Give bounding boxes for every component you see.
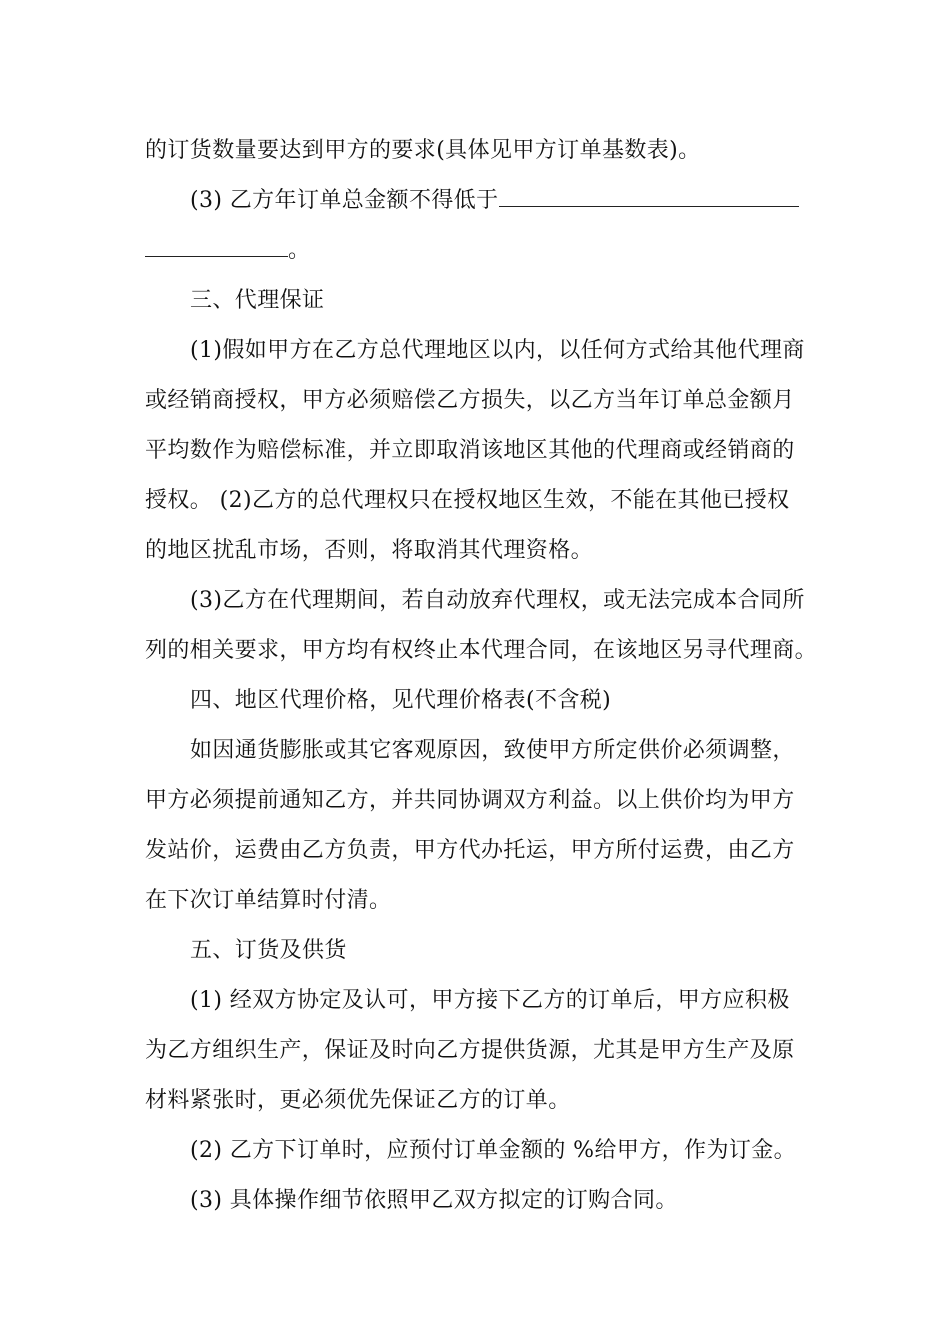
paragraph-line: (3)乙方在代理期间，若自动放弃代理权，或无法完成本合同所: [190, 588, 805, 613]
paragraph-text: 。: [288, 238, 311, 263]
paragraph-line: 发站价，运费由乙方负责，甲方代办托运，甲方所付运费，由乙方: [145, 838, 795, 863]
section-heading: 五、订货及供货: [190, 938, 347, 963]
paragraph-text: (3) 乙方年订单总金额不得低于: [190, 188, 499, 213]
paragraph-line: 的订货数量要达到甲方的要求(具体见甲方订单基数表)。: [145, 138, 701, 163]
section-heading: 四、地区代理价格，见代理价格表(不含税): [190, 688, 612, 713]
paragraph-line: (2) 乙方下订单时，应预付订单金额的 %给甲方，作为订金。: [190, 1138, 797, 1163]
fill-in-blank-line: [145, 255, 288, 257]
section-heading: 三、代理保证: [190, 288, 325, 313]
paragraph-line: 在下次订单结算时付清。: [145, 888, 392, 913]
paragraph-line: (1) 经双方协定及认可，甲方接下乙方的订单后，甲方应积极: [190, 988, 790, 1013]
paragraph-line: 如因通货膨胀或其它客观原因，致使甲方所定供价必须调整，: [190, 738, 795, 763]
paragraph-line: 为乙方组织生产，保证及时向乙方提供货源，尤其是甲方生产及原: [145, 1038, 795, 1063]
paragraph-line: 授权。 (2)乙方的总代理权只在授权地区生效，不能在其他已授权: [145, 488, 790, 513]
paragraph-line: 的地区扰乱市场，否则，将取消其代理资格。: [145, 538, 594, 563]
paragraph-line: 列的相关要求，甲方均有权终止本代理合同，在该地区另寻代理商。: [145, 638, 818, 663]
paragraph-line-with-blank: [190, 186, 860, 216]
paragraph-line: 平均数作为赔偿标准，并立即取消该地区其他的代理商或经销商的: [145, 438, 795, 463]
fill-in-blank-line: [499, 205, 799, 207]
paragraph-line-with-blank: [145, 236, 815, 266]
paragraph-line: 或经销商授权，甲方必须赔偿乙方损失，以乙方当年订单总金额月: [145, 388, 795, 413]
paragraph-line: 甲方必须提前通知乙方，并共同协调双方利益。以上供价均为甲方: [145, 788, 795, 813]
paragraph-line: 材料紧张时，更必须优先保证乙方的订单。: [145, 1088, 571, 1113]
paragraph-line: (1)假如甲方在乙方总代理地区以内，以任何方式给其他代理商: [190, 338, 805, 363]
paragraph-line: (3) 具体操作细节依照甲乙双方拟定的订购合同。: [190, 1188, 678, 1213]
